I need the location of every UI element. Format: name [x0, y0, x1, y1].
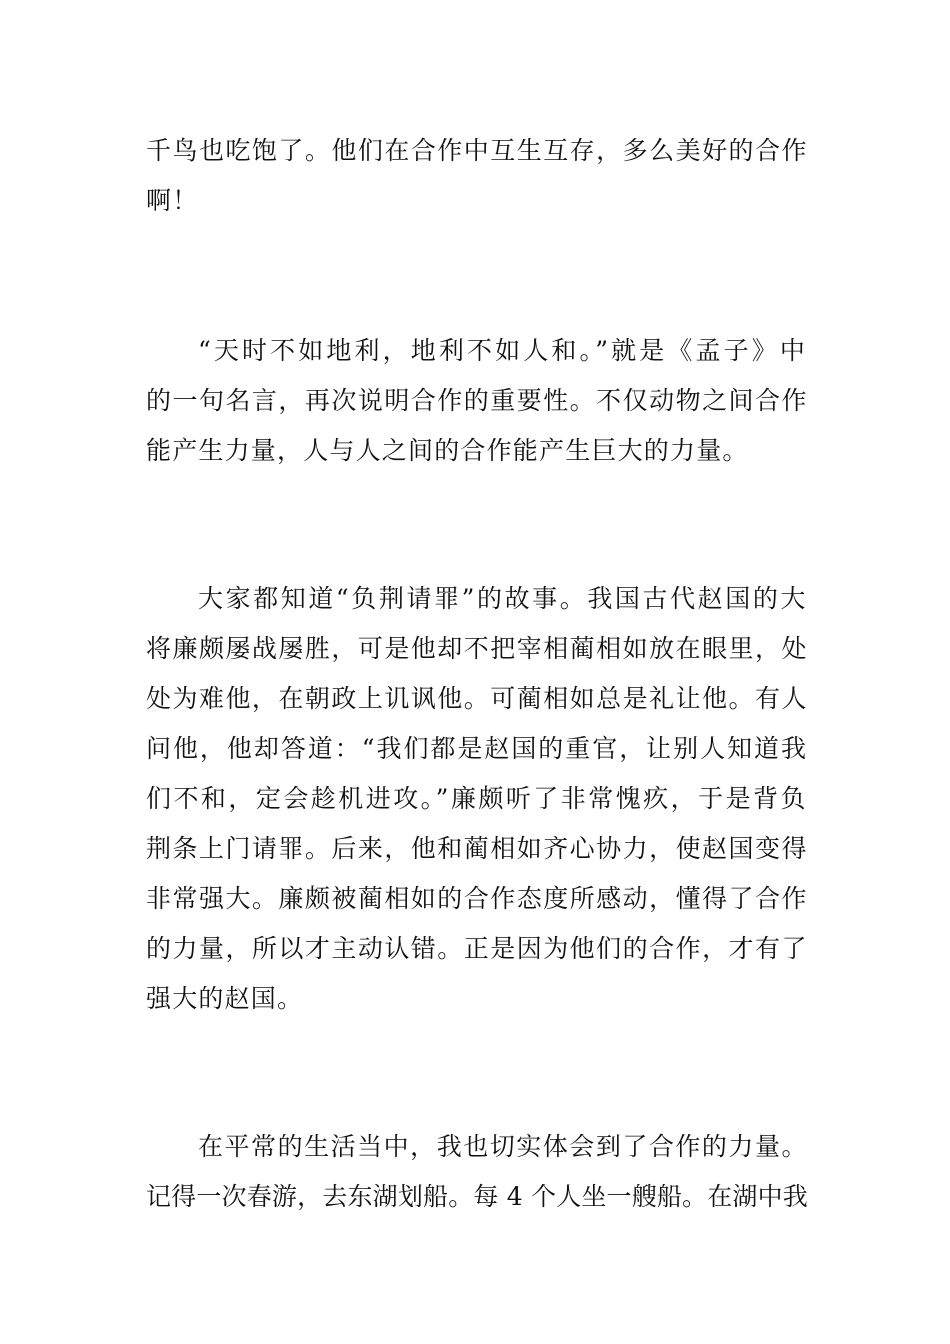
paragraph-line: 们不和，定会趁机进攻。”廉颇听了非常愧疚，于是背负 — [146, 784, 808, 813]
paragraph-2 — [146, 326, 808, 476]
paragraph-line: 能产生力量，人与人之间的合作能产生巨大的力量。 — [146, 436, 749, 465]
paragraph-line: 的力量，所以才主动认错。正是因为他们的合作，才有了 — [146, 934, 808, 963]
paragraph-line: 在平常的生活当中，我也切实体会到了合作的力量。 — [198, 1132, 808, 1161]
paragraph-line: 的一句名言，再次说明合作的重要性。不仅动物之间合作 — [146, 386, 808, 415]
paragraph-line: “天时不如地利，地利不如人和。”就是《孟子》中 — [198, 336, 808, 365]
paragraph-line: 强大的赵国。 — [146, 984, 304, 1013]
paragraph-line: 荆条上门请罪。后来，他和蔺相如齐心协力，使赵国变得 — [146, 834, 808, 863]
paragraph-line: 记得一次春游，去东湖划船。每 4 个人坐一艘船。在湖中我 — [146, 1182, 808, 1211]
paragraph-line: 问他，他却答道：“我们都是赵国的重官，让别人知道我 — [146, 734, 808, 763]
paragraph-4 — [146, 1122, 808, 1222]
paragraph-line: 大家都知道“负荆请罪”的故事。我国古代赵国的大 — [198, 584, 808, 613]
paragraph-line: 非常强大。廉颇被蔺相如的合作态度所感动，懂得了合作 — [146, 884, 808, 913]
paragraph-line: 将廉颇屡战屡胜，可是他却不把宰相蔺相如放在眼里，处 — [146, 634, 808, 663]
paragraph-3 — [146, 574, 808, 1024]
paragraph-line: 千鸟也吃饱了。他们在合作中互生互存，多么美好的合作 — [146, 136, 808, 165]
paragraph-1 — [146, 126, 808, 226]
paragraph-line: 处为难他，在朝政上讥讽他。可蔺相如总是礼让他。有人 — [146, 684, 808, 713]
paragraph-line: 啊！ — [146, 186, 199, 215]
